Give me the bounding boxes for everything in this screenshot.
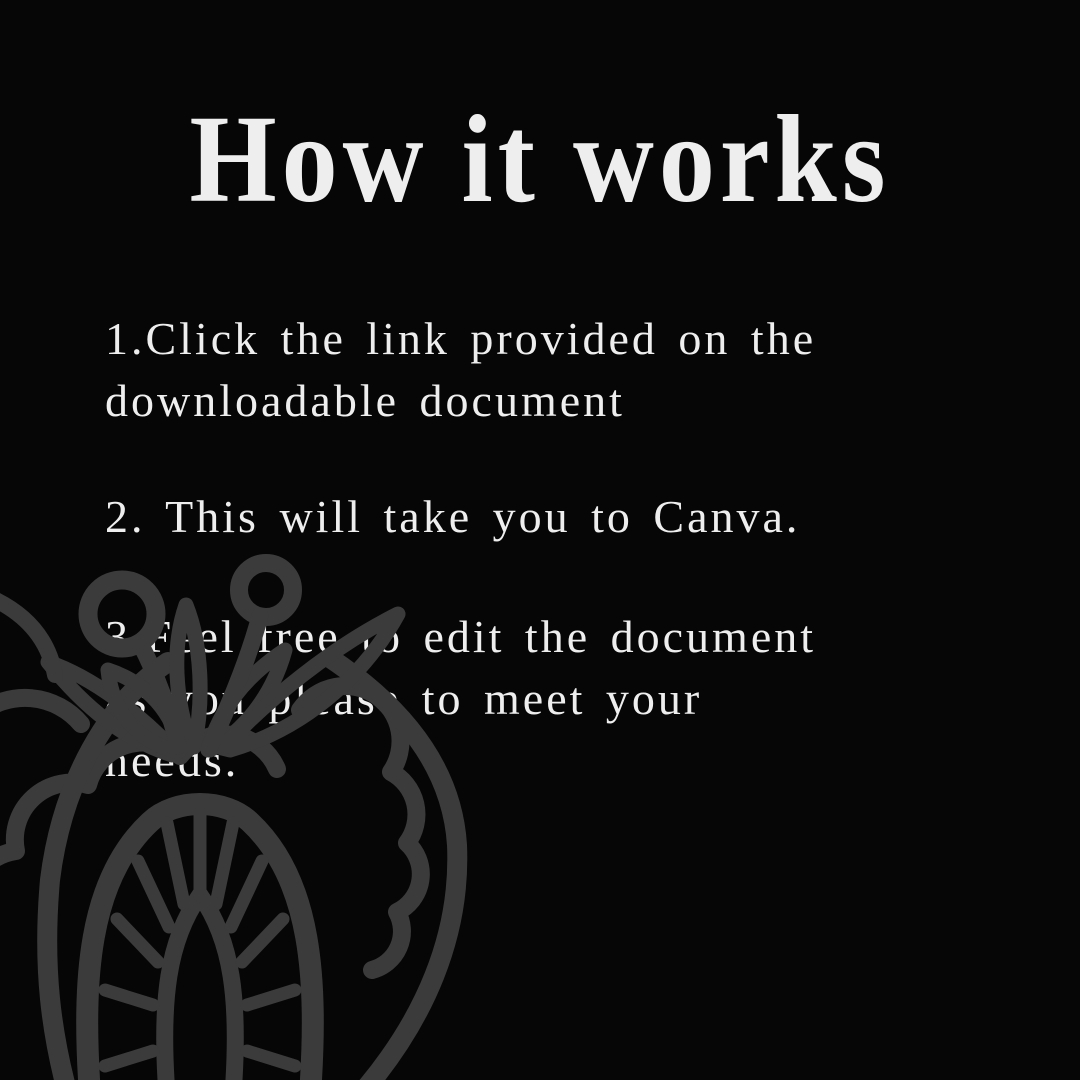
step-item-1 bbox=[105, 308, 985, 432]
step-text-line: downloadable document bbox=[105, 375, 625, 426]
step-text-line: 2. This will take you to Canva. bbox=[105, 491, 801, 542]
page-title: How it works bbox=[189, 90, 891, 230]
step-item-2 bbox=[105, 486, 985, 548]
step-text-line: as you please to meet your bbox=[105, 673, 703, 724]
step-text-line: needs. bbox=[105, 735, 240, 786]
step-text-line: 3.Feel free to edit the document bbox=[105, 611, 817, 662]
paisley-ornament-graphic bbox=[0, 550, 500, 1080]
step-text-line: 1.Click the link provided on the bbox=[105, 313, 817, 364]
